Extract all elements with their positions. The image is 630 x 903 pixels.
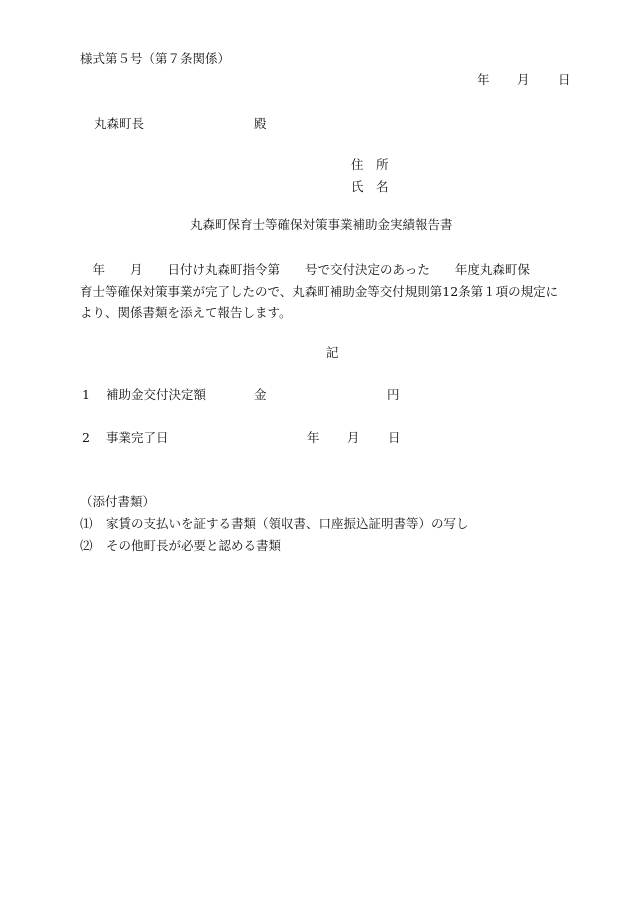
ki-heading: 記 (326, 345, 339, 360)
item-label: 事業完了日 (106, 430, 169, 445)
addressee-name: 丸森町長 (94, 116, 145, 131)
amount-suffix: 円 (387, 387, 400, 402)
date-day-label: 日 (558, 72, 571, 87)
date-month-label: 月 (517, 72, 530, 87)
form-number: 様式第５号（第７条関係） (80, 51, 231, 66)
addressee-honorific: 殿 (254, 116, 267, 131)
attachment-text: その他町長が必要と認める書類 (106, 538, 282, 553)
address-label: 住 所 (351, 157, 389, 172)
body-line: 年 月 日付け丸森町指令第 号で交付決定のあった 年度丸森町保 (80, 262, 530, 277)
attachments-heading: （添付書類） (80, 494, 156, 509)
attachment-number: ⑴ (80, 516, 93, 531)
item-label: 補助金交付決定額 (106, 387, 207, 402)
date-year-label: 年 (477, 72, 490, 87)
body-line: より、関係書類を添えて報告します。 (80, 305, 292, 320)
name-label: 氏 名 (351, 179, 389, 194)
item-number: 2 (82, 430, 90, 445)
completion-month-label: 月 (347, 430, 360, 445)
completion-day-label: 日 (388, 430, 401, 445)
amount-prefix: 金 (254, 387, 267, 402)
attachment-number: ⑵ (80, 538, 93, 553)
body-paragraph (80, 259, 585, 324)
attachment-text: 家賃の支払いを証する書類（領収書、口座振込証明書等）の写し (106, 516, 469, 531)
completion-year-label: 年 (307, 430, 320, 445)
item-number: 1 (82, 387, 90, 402)
document-title: 丸森町保育士等確保対策事業補助金実績報告書 (190, 217, 453, 232)
body-line: 育士等確保対策事業が完了したので、丸森町補助金等交付規則第12条第１項の規定に (80, 283, 559, 299)
